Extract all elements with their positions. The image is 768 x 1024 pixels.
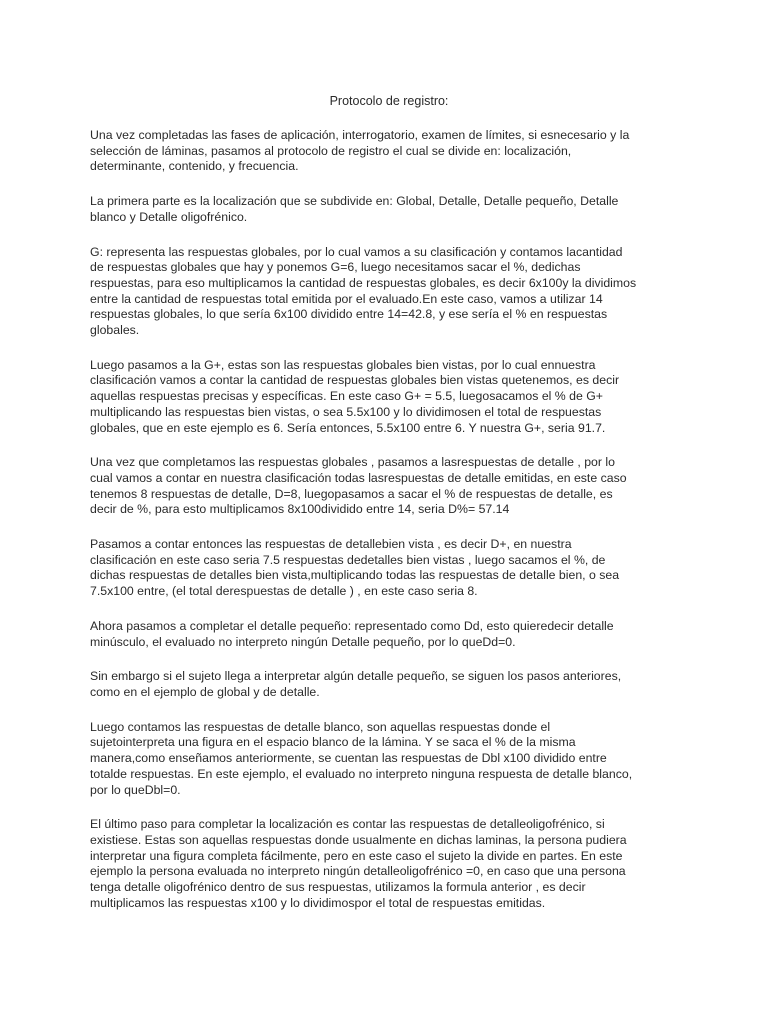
text-line: determinante, contenido, y frecuencia. xyxy=(90,159,299,174)
text-line: selección de láminas, pasamos al protocolo de registro el cual se divide en: localización, xyxy=(90,143,572,158)
text-line: 7.5x100 entre, (el total derespuestas de detalle ) , en este caso seria 8. xyxy=(90,584,478,599)
text-line: multiplicamos las respuestas x100 y lo dividimospor el total de respuestas emitidas. xyxy=(90,895,546,910)
text-line: por lo queDbl=0. xyxy=(90,782,181,797)
text-line: manera,como enseñamos anteriormente, se cuentan las respuestas de Dbl x100 dividido entre xyxy=(90,751,607,766)
text-line: decir de %, para esto multiplicamos 8x100dividido entre 14, seria D%= 57.14 xyxy=(90,502,510,517)
text-line: como en el ejemplo de global y de detalle. xyxy=(90,684,320,699)
text-line: clasificación vamos a contar la cantidad de respuestas globales bien vistas quetenemos, es decir xyxy=(90,373,620,388)
text-line: globales, que en este ejemplo es 6. Sería entonces, 5.5x100 entre 6. Y nuestra G+, seria 91.7. xyxy=(90,420,606,435)
text-line: G: representa las respuestas globales, por lo cual vamos a su clasificación y contamos lacantidad xyxy=(90,244,623,259)
document-page xyxy=(90,93,688,930)
paragraph-detalle-pequeno xyxy=(90,619,688,650)
text-line: respuestas globales, lo que sería 6x100 dividido entre 14=42.8, y ese sería el % en respuestas xyxy=(90,307,608,322)
paragraph-detalle-plus xyxy=(90,537,688,600)
text-line: respuestas, para eso multiplicamos la cantidad de respuestas globales, es decir 6x100y la dividimos xyxy=(90,275,637,290)
document-title: Protocolo de registro: xyxy=(329,94,449,108)
text-line: Una vez que completamos las respuestas globales , pasamos a lasrespuestas de detalle , por lo xyxy=(90,455,615,470)
text-line: La primera parte es la localización que se subdivide en: Global, Detalle, Detalle pequeño, Detalle xyxy=(90,194,619,209)
text-line: aquellas respuestas precisas y específicas. En este caso G+ = 5.5, luegosacamos el % de G+ xyxy=(90,389,603,404)
paragraph-global xyxy=(90,245,688,339)
paragraph-detalle xyxy=(90,455,688,518)
text-line: clasificación en este caso seria 7.5 respuestas dedetalles bien vistas , luego sacamos el %, de xyxy=(90,552,606,567)
text-line: blanco y Detalle oligofrénico. xyxy=(90,209,248,224)
paragraph-intro xyxy=(90,128,688,175)
text-line: cual vamos a contar en nuestra clasificación todas lasrespuestas de detalle emitidas, en este caso xyxy=(90,470,627,485)
paragraph-localizacion xyxy=(90,194,688,225)
text-line: globales. xyxy=(90,323,140,338)
text-line: Luego contamos las respuestas de detalle blanco, son aquellas respuestas donde el xyxy=(90,719,551,734)
text-line: multiplicando las respuestas bien vistas, o sea 5.5x100 y lo dividimosen el total de respuestas xyxy=(90,404,602,419)
text-line: existiese. Estas son aquellas respuestas donde usualmente en dichas laminas, la persona pudiera xyxy=(90,832,627,847)
text-line: Ahora pasamos a completar el detalle pequeño: representado como Dd, esto quieredecir detalle xyxy=(90,618,614,633)
text-line: Luego pasamos a la G+, estas son las respuestas globales bien vistas, por lo cual ennuestra xyxy=(90,357,596,372)
text-line: sujetointerpreta una figura en el espacio blanco de la lámina. Y se saca el % de la misma xyxy=(90,735,576,750)
text-line: de respuestas globales que hay y ponemos G=6, luego necesitamos sacar el %, dedichas xyxy=(90,260,581,275)
text-line: minúsculo, el evaluado no interpreto ningún Detalle pequeño, por lo queDd=0. xyxy=(90,634,516,649)
paragraph-detalle-oligofrenico xyxy=(90,817,688,911)
text-line: tenemos 8 respuestas de detalle, D=8, luegopasamos a sacar el % de respuestas de detalle, es xyxy=(90,486,613,501)
text-line: tenga detalle oligofrénico dentro de sus respuestas, utilizamos la formula anterior , es decir xyxy=(90,880,586,895)
paragraph-detalle-blanco xyxy=(90,720,688,799)
paragraph-global-plus xyxy=(90,358,688,437)
text-line: Una vez completadas las fases de aplicación, interrogatorio, examen de límites, si esnecesario y la xyxy=(90,128,630,142)
paragraph-sin-embargo xyxy=(90,669,688,700)
text-line: totalde respuestas. En este ejemplo, el evaluado no interpreto ninguna respuesta de detalle blanco, xyxy=(90,766,633,781)
text-line: interpretar una figura completa fácilmente, pero en este caso el sujeto la divide en partes. En este xyxy=(90,848,623,863)
text-line: ejemplo la persona evaluada no interpreto ningún detalleoligofrénico =0, en caso que una persona xyxy=(90,864,626,879)
text-line: entre la cantidad de respuestas total emitida por el evaluado.En este caso, vamos a utilizar 14 xyxy=(90,291,603,306)
text-line: Pasamos a contar entonces las respuestas de detallebien vista , es decir D+, en nuestra xyxy=(90,537,572,552)
text-line: El último paso para completar la localización es contar las respuestas de detalleoligofrénico, si xyxy=(90,817,605,832)
text-line: dichas respuestas de detalles bien vista,multiplicando todas las respuestas de detalle bien, o sea xyxy=(90,568,620,583)
text-line: Sin embargo si el sujeto llega a interpretar algún detalle pequeño, se siguen los pasos anteriores, xyxy=(90,669,622,684)
